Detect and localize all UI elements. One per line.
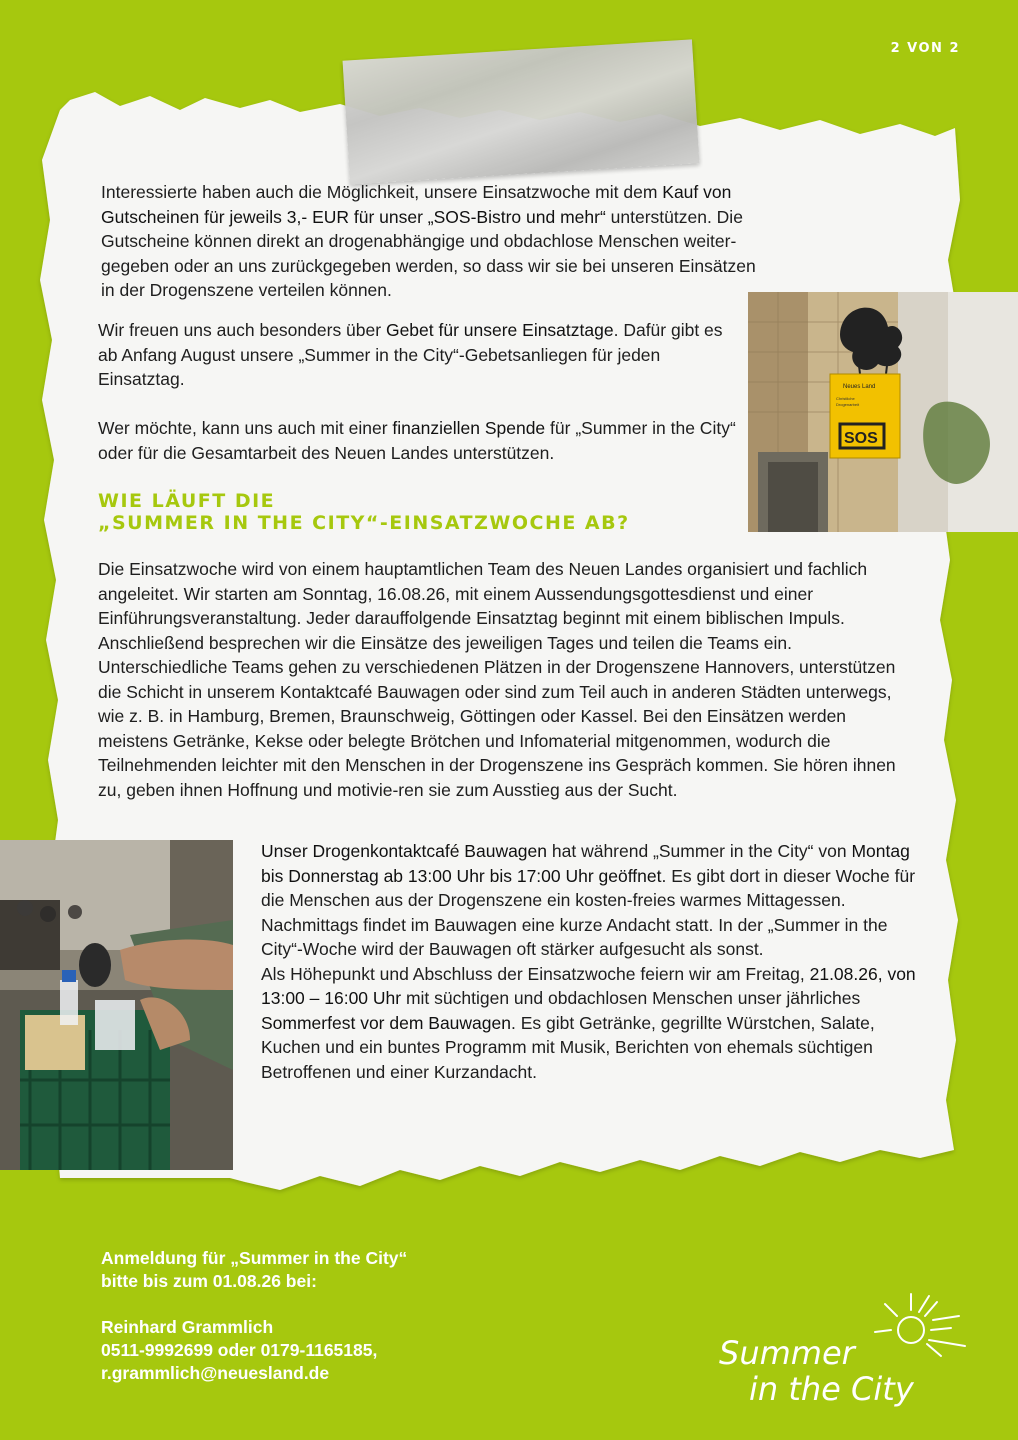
donation-highlight: finanziellen Spende bbox=[392, 418, 546, 438]
intro-text: Interessierte haben auch die Möglichkeit, unsere Einsatzwoche mit dem bbox=[101, 182, 663, 202]
prayer-highlight: Gebet für unsere Einsatztage bbox=[385, 320, 614, 340]
intro-paragraph-prayer bbox=[98, 318, 738, 392]
sign-logo: SOS bbox=[844, 430, 878, 447]
bauwagen-highlight: Unser Drogenkontaktcafé Bauwagen bbox=[261, 841, 548, 861]
photo-sos-sign bbox=[748, 292, 1018, 532]
bauwagen-paragraph bbox=[261, 839, 926, 1084]
intro-paragraph-vouchers bbox=[101, 180, 761, 303]
prayer-text: . Dafür gibt es ab Anfang August unsere „Summer in the City“-Gebetsanliegen für jeden Einsatztag. bbox=[98, 320, 723, 389]
tape-strip bbox=[343, 39, 700, 184]
contact-phone: 0511-9992699 oder 0179-1165185, bbox=[101, 1340, 378, 1360]
section-heading bbox=[98, 490, 718, 534]
logo-line-2: in the City bbox=[749, 1370, 914, 1408]
intro-paragraph-donation bbox=[98, 416, 738, 465]
section-heading-line-1: WIE LÄUFT DIE bbox=[98, 490, 276, 512]
summerfest-text: Als Höhepunkt und Abschluss der Einsatzwoche feiern wir am Freitag, bbox=[261, 963, 810, 984]
summerfest-text: mit süchtigen und obdachlosen Menschen unser jährliches bbox=[401, 988, 861, 1008]
summer-in-the-city-logo bbox=[715, 1290, 975, 1420]
sun-icon bbox=[875, 1294, 965, 1356]
prayer-text: Wir freuen uns auch besonders über bbox=[98, 320, 386, 340]
sign-subtitle-2: Drogenarbeit bbox=[836, 402, 860, 407]
registration-contact bbox=[101, 1247, 521, 1385]
photo-bauwagen bbox=[0, 840, 233, 1170]
bauwagen-text: hat während „Summer in the City“ von bbox=[547, 841, 852, 861]
contact-email[interactable]: r.grammlich@neuesland.de bbox=[101, 1363, 330, 1383]
donation-text: Wer möchte, kann uns auch mit einer bbox=[98, 418, 393, 438]
intro-text: unterstützen. Die Gutscheine können direkt an drogenabhängige und obdachlose Menschen weiter-gegeben oder an uns zurückgegeben werden, so dass wir sie bei unseren Einsätzen in der Drogenszene verteilen können. bbox=[101, 206, 756, 300]
summerfest-text: . Es gibt Getränke, gegrillte Würstchen, Salate, Kuchen und ein buntes Programm mit Musik, Berichten von ehemals süchtigen Betroffenen und einer Kurzandacht. bbox=[261, 1012, 875, 1082]
intro-highlight: Kauf von Gutscheinen für jeweils 3,- EUR für unser „SOS-Bistro und mehr“ bbox=[101, 182, 732, 227]
logo-line-1: Summer bbox=[719, 1334, 855, 1372]
body-paragraph bbox=[98, 557, 918, 802]
bauwagen-text: . Es gibt dort in dieser Woche für die Menschen aus der Drogenszene ein kosten-freies warmes Mittagessen. Nachmittags findet im Bauwagen eine kurze Andacht statt. In der „Summer in the City“-Woche wird der Bauwagen oft stärker aufgesucht als sonst. bbox=[261, 865, 916, 959]
summerfest-highlight: Sommerfest vor dem Bauwagen bbox=[261, 1012, 511, 1033]
donation-text: für „Summer in the City“ oder für die Gesamtarbeit des Neuen Landes unterstützen. bbox=[98, 418, 736, 463]
body-text: Die Einsatzwoche wird von einem hauptamtlichen Team des Neuen Landes organisiert und fachlich angeleitet. Wir starten am Sonntag, 16.08.26, mit einem Aussendungsgottesdienst und einer Einführungsveranstaltung. Jeder darauffolgende Einsatztag beginnt mit einem biblischen Impuls. Anschließend besprechen wir die Einsätze des jeweiligen Tages und teilen die Teams ein. Unterschiedliche Teams gehen zu verschiedenen Plätzen in der Drogenszene Hannovers, unterstützen die Schicht in unserem Kontaktcafé Bauwagen oder sind zum Teil auch in anderen Städten unterwegs, wie z. B. in Hamburg, Bremen, Braunschweig, Göttingen oder Kassel. Bei den Einsätzen werden meistens Getränke, Kekse oder belegte Brötchen und Infomaterial mitgenommen, wodurch die Teilnehmenden leichter mit den Menschen in der Drogenszene ins Gespräch kommen. Sie hören ihnen zu, geben ihnen Hoffnung und motivie-ren sie zum Ausstieg aus der Sucht. bbox=[98, 559, 896, 800]
registration-spacer bbox=[101, 1293, 521, 1316]
page-number: 2 VON 2 bbox=[890, 41, 960, 56]
sign-subtitle-1: Christliche bbox=[836, 396, 855, 401]
bauwagen-hours: Montag bis Donnerstag ab 13:00 Uhr bis 17:00 Uhr geöffnet bbox=[261, 841, 910, 886]
section-heading-line-2: „SUMMER IN THE CITY“-EINSATZWOCHE AB? bbox=[98, 512, 630, 534]
summerfest-date: 21.08.26, von 13:00 – 16:00 Uhr bbox=[261, 963, 916, 1008]
registration-line-1: Anmeldung für „Summer in the City“ bbox=[101, 1248, 408, 1268]
registration-line-2: bitte bis zum 01.08.26 bei: bbox=[101, 1271, 317, 1291]
contact-name: Reinhard Grammlich bbox=[101, 1317, 274, 1337]
sign-title: Neues Land bbox=[843, 384, 876, 390]
